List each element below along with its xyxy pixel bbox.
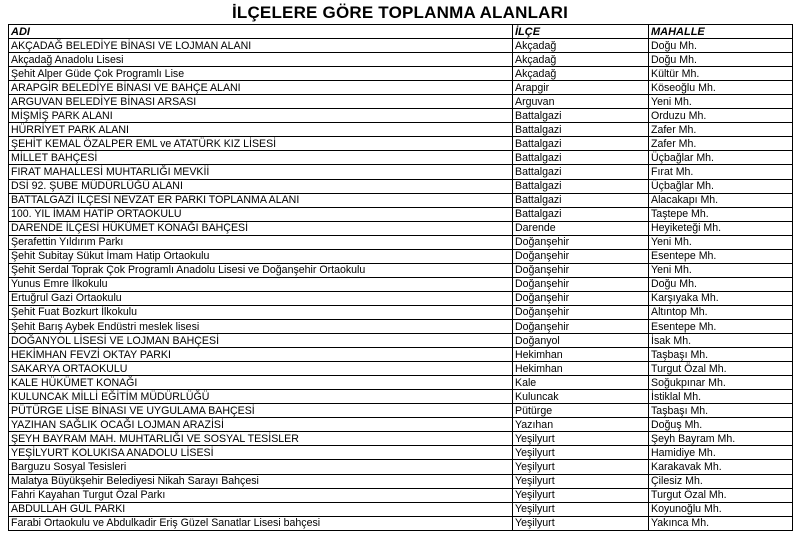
cell-district: Battalgazi: [513, 193, 649, 207]
cell-neighborhood: Hamidiye Mh.: [649, 446, 793, 460]
cell-district: Doğanşehir: [513, 235, 649, 249]
cell-name: Farabi Ortaokulu ve Abdulkadir Eriş Güzel Sanatlar Lisesi bahçesi: [9, 516, 513, 530]
cell-district: Yeşilyurt: [513, 432, 649, 446]
cell-district: Doğanyol: [513, 334, 649, 348]
table-row: [9, 362, 793, 376]
cell-neighborhood: Karşıyaka Mh.: [649, 291, 793, 305]
cell-district: Arguvan: [513, 95, 649, 109]
table-row: [9, 207, 793, 221]
cell-neighborhood: Çilesiz Mh.: [649, 474, 793, 488]
cell-district: Yeşilyurt: [513, 516, 649, 530]
cell-name: Fahri Kayahan Turgut Özal Parkı: [9, 488, 513, 502]
table-row: [9, 165, 793, 179]
cell-neighborhood: Şeyh Bayram Mh.: [649, 432, 793, 446]
cell-name: HÜRRİYET PARK ALANI: [9, 123, 513, 137]
cell-name: MİŞMİŞ PARK ALANI: [9, 109, 513, 123]
cell-district: Battalgazi: [513, 109, 649, 123]
cell-district: Yazıhan: [513, 418, 649, 432]
cell-name: KALE HÜKÜMET KONAĞI: [9, 376, 513, 390]
table-row: [9, 277, 793, 291]
table-row: [9, 376, 793, 390]
cell-name: FIRAT MAHALLESİ MUHTARLIĞI MEVKİİ: [9, 165, 513, 179]
cell-neighborhood: Fırat Mh.: [649, 165, 793, 179]
cell-district: Yeşilyurt: [513, 502, 649, 516]
cell-name: 100. YIL İMAM HATİP ORTAOKULU: [9, 207, 513, 221]
cell-district: Doğanşehir: [513, 319, 649, 333]
cell-district: Battalgazi: [513, 137, 649, 151]
cell-district: Doğanşehir: [513, 291, 649, 305]
cell-neighborhood: Yeni Mh.: [649, 95, 793, 109]
cell-neighborhood: Üçbağlar Mh.: [649, 179, 793, 193]
table-row: [9, 334, 793, 348]
cell-district: Arapgir: [513, 81, 649, 95]
cell-district: Doğanşehir: [513, 249, 649, 263]
table-row: [9, 151, 793, 165]
table-row: [9, 249, 793, 263]
cell-neighborhood: Doğu Mh.: [649, 53, 793, 67]
cell-neighborhood: Heyiketeği Mh.: [649, 221, 793, 235]
cell-neighborhood: Doğu Mh.: [649, 277, 793, 291]
table-row: [9, 67, 793, 81]
table-row: [9, 488, 793, 502]
table-row: [9, 474, 793, 488]
cell-neighborhood: Soğukpınar Mh.: [649, 376, 793, 390]
table-row: [9, 193, 793, 207]
table-row: [9, 305, 793, 319]
table-row: [9, 221, 793, 235]
assembly-areas-table: [8, 24, 793, 531]
cell-district: Kale: [513, 376, 649, 390]
cell-name: DARENDE İLÇESİ HÜKÜMET KONAĞI BAHÇESİ: [9, 221, 513, 235]
cell-neighborhood: Zafer Mh.: [649, 137, 793, 151]
cell-neighborhood: Yeni Mh.: [649, 235, 793, 249]
cell-name: BATTALGAZİ İLÇESİ NEVZAT ER PARKI TOPLANMA ALANI: [9, 193, 513, 207]
column-header-district: İLÇE: [513, 25, 649, 39]
cell-name: KULUNCAK MİLLİ EĞİTİM MÜDÜRLÜĞÜ: [9, 390, 513, 404]
cell-district: Akçadağ: [513, 53, 649, 67]
cell-neighborhood: Esentepe Mh.: [649, 319, 793, 333]
cell-district: Doğanşehir: [513, 263, 649, 277]
table-row: [9, 291, 793, 305]
table-row: [9, 460, 793, 474]
cell-district: Yeşilyurt: [513, 446, 649, 460]
cell-name: ARGUVAN BELEDİYE BİNASI ARSASI: [9, 95, 513, 109]
cell-name: DOĞANYOL LİSESİ VE LOJMAN BAHÇESİ: [9, 334, 513, 348]
cell-name: PÜTÜRGE LİSE BİNASI VE UYGULAMA BAHÇESİ: [9, 404, 513, 418]
cell-neighborhood: Koyunoğlu Mh.: [649, 502, 793, 516]
cell-district: Akçadağ: [513, 39, 649, 53]
cell-neighborhood: Üçbağlar Mh.: [649, 151, 793, 165]
cell-neighborhood: Taştepe Mh.: [649, 207, 793, 221]
cell-neighborhood: Turgut Özal Mh.: [649, 488, 793, 502]
cell-name: Şehit Subitay Sükut İmam Hatip Ortaokulu: [9, 249, 513, 263]
table-row: [9, 446, 793, 460]
cell-neighborhood: Altıntop Mh.: [649, 305, 793, 319]
cell-neighborhood: Doğu Mh.: [649, 39, 793, 53]
table-row: [9, 53, 793, 67]
column-header-name: ADI: [9, 25, 513, 39]
table-row: [9, 390, 793, 404]
cell-name: Malatya Büyükşehir Belediyesi Nikah Sarayı Bahçesi: [9, 474, 513, 488]
cell-neighborhood: Doğuş Mh.: [649, 418, 793, 432]
column-header-neighborhood: MAHALLE: [649, 25, 793, 39]
cell-name: AKÇADAĞ BELEDİYE BİNASI VE LOJMAN ALANI: [9, 39, 513, 53]
cell-name: ŞEYH BAYRAM MAH. MUHTARLIĞI VE SOSYAL TESİSLER: [9, 432, 513, 446]
table-row: [9, 39, 793, 53]
table-row: [9, 319, 793, 333]
cell-district: Hekimhan: [513, 362, 649, 376]
cell-district: Doğanşehir: [513, 305, 649, 319]
table-row: [9, 95, 793, 109]
cell-neighborhood: Karakavak Mh.: [649, 460, 793, 474]
table-row: [9, 348, 793, 362]
cell-district: Doğanşehir: [513, 277, 649, 291]
table-row: [9, 502, 793, 516]
table-row: [9, 109, 793, 123]
table-row: [9, 123, 793, 137]
cell-name: ŞEHİT KEMAL ÖZALPER EML ve ATATÜRK KIZ LİSESİ: [9, 137, 513, 151]
cell-district: Akçadağ: [513, 67, 649, 81]
cell-neighborhood: Yakınca Mh.: [649, 516, 793, 530]
cell-district: Darende: [513, 221, 649, 235]
cell-district: Yeşilyurt: [513, 460, 649, 474]
table-row: [9, 432, 793, 446]
table-row: [9, 137, 793, 151]
cell-district: Battalgazi: [513, 207, 649, 221]
cell-name: HEKİMHAN FEVZİ OKTAY PARKI: [9, 348, 513, 362]
table-row: [9, 235, 793, 249]
cell-name: Ertuğrul Gazi Ortaokulu: [9, 291, 513, 305]
cell-name: DSİ 92. ŞUBE MÜDÜRLÜĞÜ ALANI: [9, 179, 513, 193]
table-header-row: [9, 25, 793, 39]
table-row: [9, 263, 793, 277]
cell-name: Şehit Fuat Bozkurt İlkokulu: [9, 305, 513, 319]
cell-name: Şehit Barış Aybek Endüstri meslek lisesi: [9, 319, 513, 333]
cell-neighborhood: Alacakapı Mh.: [649, 193, 793, 207]
cell-district: Yeşilyurt: [513, 488, 649, 502]
cell-neighborhood: Taşbaşı Mh.: [649, 404, 793, 418]
cell-name: MİLLET BAHÇESİ: [9, 151, 513, 165]
cell-name: Barguzu Sosyal Tesisleri: [9, 460, 513, 474]
cell-district: Battalgazi: [513, 179, 649, 193]
cell-district: Battalgazi: [513, 123, 649, 137]
cell-neighborhood: Turgut Özal Mh.: [649, 362, 793, 376]
cell-name: Şerafettin Yıldırım Parkı: [9, 235, 513, 249]
cell-name: YEŞİLYURT KOLUKISA ANADOLU LİSESİ: [9, 446, 513, 460]
cell-name: ARAPGİR BELEDİYE BİNASI VE BAHÇE ALANI: [9, 81, 513, 95]
cell-district: Battalgazi: [513, 151, 649, 165]
cell-neighborhood: Zafer Mh.: [649, 123, 793, 137]
cell-neighborhood: Esentepe Mh.: [649, 249, 793, 263]
cell-neighborhood: Orduzu Mh.: [649, 109, 793, 123]
cell-name: ABDULLAH GÜL PARKI: [9, 502, 513, 516]
cell-neighborhood: Kültür Mh.: [649, 67, 793, 81]
cell-district: Hekimhan: [513, 348, 649, 362]
page-title: İLÇELERE GÖRE TOPLANMA ALANLARI: [231, 3, 569, 22]
cell-name: YAZIHAN SAĞLIK OCAĞI LOJMAN ARAZİSİ: [9, 418, 513, 432]
table-row: [9, 404, 793, 418]
cell-name: Akçadağ Anadolu Lisesi: [9, 53, 513, 67]
cell-neighborhood: İsak Mh.: [649, 334, 793, 348]
cell-name: SAKARYA ORTAOKULU: [9, 362, 513, 376]
cell-neighborhood: Yeni Mh.: [649, 263, 793, 277]
cell-district: Battalgazi: [513, 165, 649, 179]
table-row: [9, 418, 793, 432]
cell-name: Şehit Serdal Toprak Çok Programlı Anadolu Lisesi ve Doğanşehir Ortaokulu: [9, 263, 513, 277]
cell-district: Yeşilyurt: [513, 474, 649, 488]
table-row: [9, 81, 793, 95]
cell-neighborhood: Köseoğlu Mh.: [649, 81, 793, 95]
table-row: [9, 179, 793, 193]
cell-name: Yunus Emre İlkokulu: [9, 277, 513, 291]
cell-neighborhood: Taşbaşı Mh.: [649, 348, 793, 362]
cell-district: Kuluncak: [513, 390, 649, 404]
cell-district: Pütürge: [513, 404, 649, 418]
cell-neighborhood: İstiklal Mh.: [649, 390, 793, 404]
table-row: [9, 516, 793, 530]
cell-name: Şehit Alper Güde Çok Programlı Lise: [9, 67, 513, 81]
